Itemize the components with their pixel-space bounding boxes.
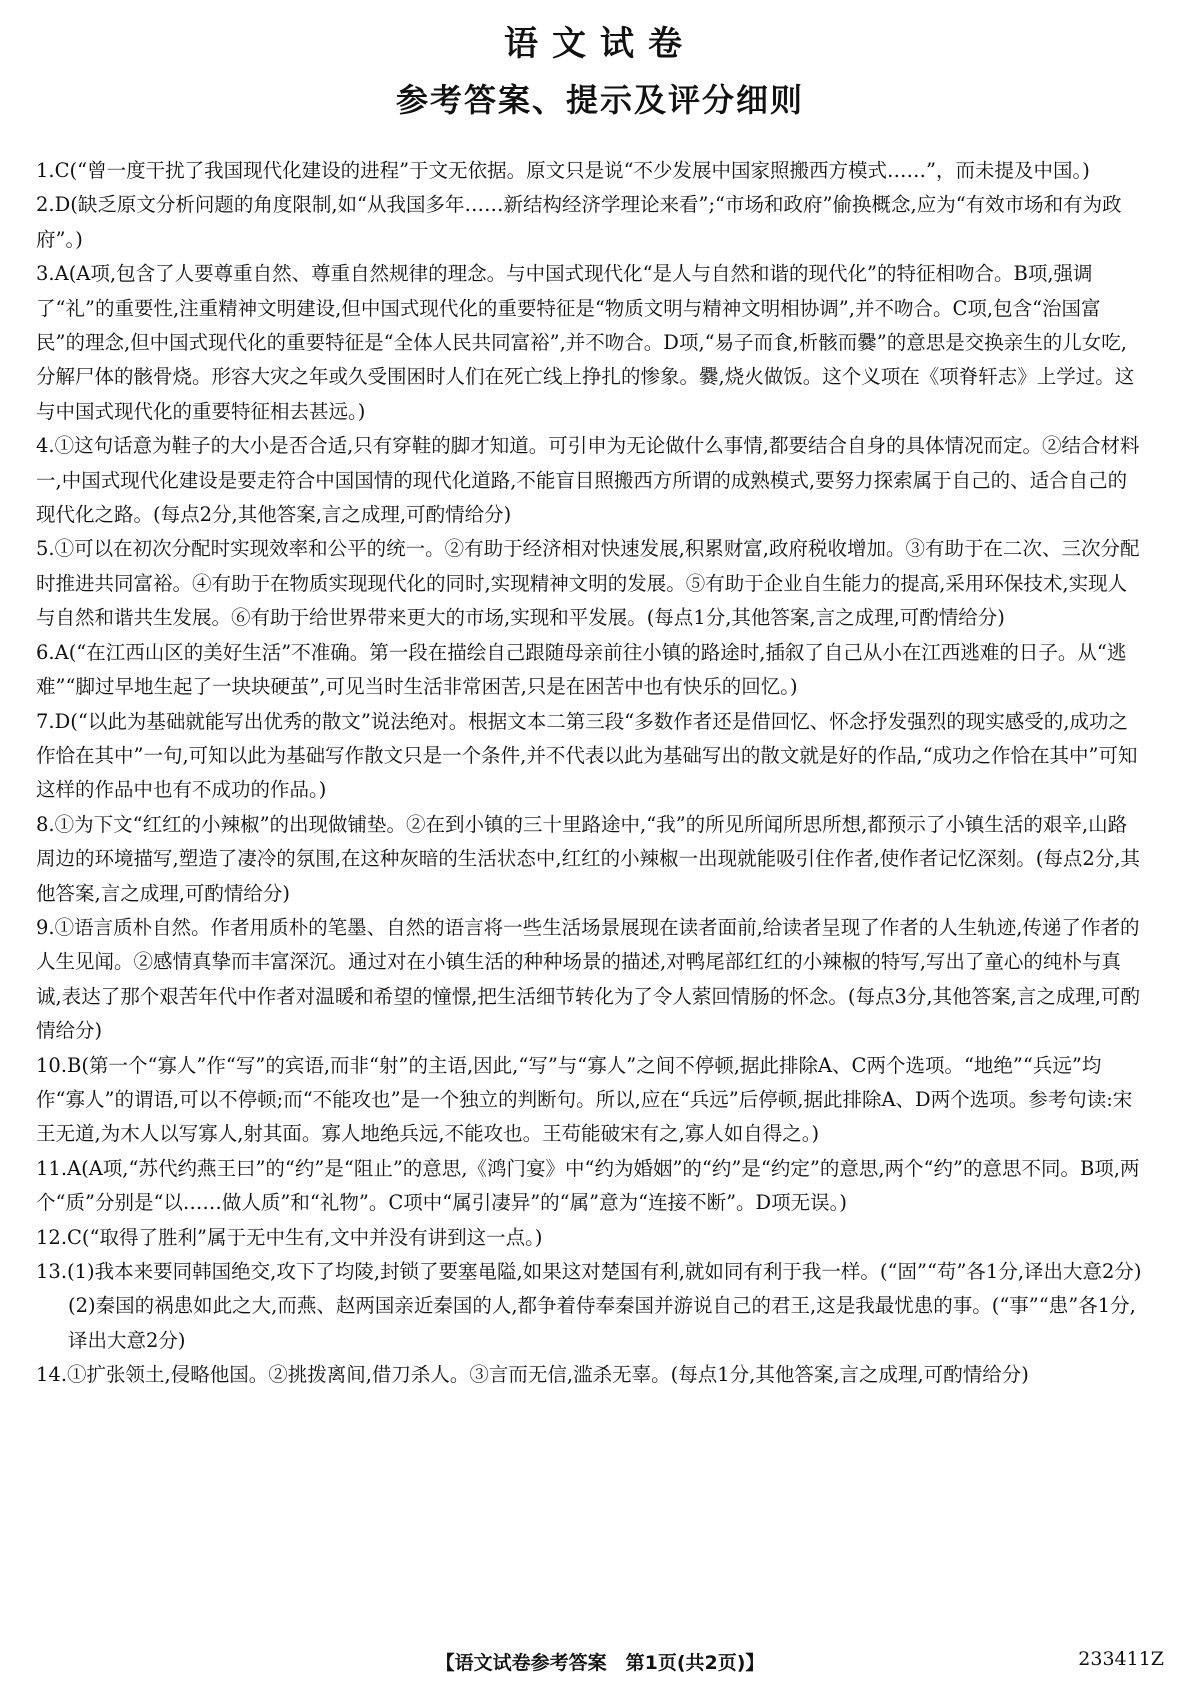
answer-item-13 <box>36 1255 1142 1289</box>
answer-item-9 <box>36 911 1142 1049</box>
answer-text: ①可以在初次分配时实现效率和公平的统一。②有助于经济相对快速发展,积累财富,政府税收增加。③有助于在二次、三次分配时推进共同富裕。④有助于在物质实现现代化的同时,实现精神文明的发展。⑤有助于企业自生能力的提高,采用环保技术,实现人与自然和谐共生发展。⑥有助于给世界带来更大的市场,实现和平发展。(每点1分,其他答案,言之成理,可酌情给分) <box>36 537 1140 630</box>
answer-text: B(第一个“寡人”作“写”的宾语,而非“射”的主语,因此,“写”与“寡人”之间不停顿,据此排除A、C两个选项。“地绝”“兵远”均作“寡人”的谓语,可以不停顿;而“不能攻也”是一个独立的判断句。所以,应在“兵远”后停顿,据此排除A、D两个选项。参考句读:宋王无道,为木人以写寡人,射其面。寡人地绝兵远,不能攻也。王苟能破宋有之,寡人如自得之。) <box>36 1053 1133 1146</box>
answer-text: C(“取得了胜利”属于无中生有,文中并没有讲到这一点。) <box>67 1225 543 1249</box>
answer-text: (2)秦国的祸患如此之大,而燕、赵两国亲近秦国的人,都争着侍奉秦国并游说自己的君王,这是我最忧患的事。(“事”“患”各1分,译出大意2分) <box>68 1294 1136 1352</box>
answer-item-11 <box>36 1152 1142 1221</box>
answer-item-12 <box>36 1221 1142 1255</box>
answer-text: C(“曾一度干扰了我国现代化建设的进程”于文无依据。原文只是说“不少发展中国家照搬西方模式……”，而未提及中国。) <box>54 159 1090 182</box>
answer-text: ①这句话意为鞋子的大小是否合适,只有穿鞋的脚才知道。可引申为无论做什么事情,都要结合自身的具体情况而定。②结合材料一,中国式现代化建设是要走符合中国国情的现代化道路,不能盲目照搬西方所谓的成熟模式,要努力探索属于自己的、适合自己的现代化之路。(每点2分,其他答案,言之成理,可酌情给分) <box>36 434 1140 527</box>
answer-item-10 <box>36 1049 1142 1152</box>
answer-number: 3. <box>36 262 55 286</box>
answer-item-4 <box>36 429 1142 532</box>
answer-number: 1. <box>36 159 55 182</box>
answer-list <box>36 154 1142 1393</box>
answer-text: A(A项,包含了人要尊重自然、尊重自然规律的理念。与中国式现代化“是人与自然和谐的现代化”的特征相吻合。B项,强调了“礼”的重要性,注重精神文明建设,但中国式现代化的重要特征是“物质文明与精神文明相协调”,并不吻合。C项,包含“治国富民”的理念,但中国式现代化的重要特征是“全体人民共同富裕”,并不吻合。D项,“易子而食,析骸而爨”的意思是交换亲生的儿女吃,分解尸体的骸骨烧。形容大灾之年或久受围困时人们在死亡线上挣扎的惨象。爨,烧火做饭。这个义项在《项脊轩志》上学过。这与中国式现代化的重要特征相去甚远。) <box>36 262 1135 423</box>
answer-number: 13. <box>36 1260 68 1283</box>
answer-text: A(A项,“苏代约燕王曰”的“约”是“阻止”的意思,《鸿门宴》中“约为婚姻”的“约”是“约定”的意思,两个“约”的意思不同。B项,两个“质”分别是“以……做人质”和“礼物”。C项中“属引凄异”的“属”意为“连接不断”。D项无误。) <box>36 1156 1140 1215</box>
answer-item-5 <box>36 532 1142 635</box>
answer-text: D(缺乏原文分析问题的角度限制,如“从我国多年……新结构经济学理论来看”;“市场和政府”偷换概念,应为“有效市场和有为政府”。) <box>36 193 1122 251</box>
answer-item-13-part-2 <box>36 1289 1142 1358</box>
answer-text: ①语言质朴自然。作者用质朴的笔墨、自然的语言将一些生活场景展现在读者面前,给读者呈现了作者的人生轨迹,传递了作者的人生见闻。②感情真挚而丰富深沉。通过对在小镇生活的种种场景的描述,对鸭尾部红红的小辣椒的特写,写出了童心的纯朴与真诚,表达了那个艰苦年代中作者对温暖和希望的憧憬,把生活细节转化为了令人萦回情肠的怀念。(每点3分,其他答案,言之成理,可酌情给分) <box>36 915 1141 1043</box>
answer-text: D(“以此为基础就能写出优秀的散文”说法绝对。根据文本二第三段“多数作者还是借回忆、怀念抒发强烈的现实感受的,成功之作恰在其中”一句,可知以此为基础写作散文只是一个条件,并不代表以此为基础写出的散文就是好的作品,“成功之作恰在其中”可知这样的作品中也有不成功的作品。) <box>36 709 1138 802</box>
answer-number: 8. <box>36 812 55 836</box>
answer-number: 9. <box>36 915 55 939</box>
answer-text: ①扩张领土,侵略他国。②挑拨离间,借刀杀人。③言而无信,滥杀无辜。(每点1分,其他答案,言之成理,可酌情给分) <box>67 1363 1029 1387</box>
answer-text: ①为下文“红红的小辣椒”的出现做铺垫。②在到小镇的三十里路途中,“我”的所见所闻所思所想,都预示了小镇生活的艰辛,山路周边的环境描写,塑造了凄冷的氛围,在这种灰暗的生活状态中,红红的小辣椒一出现就能吸引住作者,使作者记忆深刻。(每点2分,其他答案,言之成理,可酌情给分) <box>36 812 1141 905</box>
answer-text: A(“在江西山区的美好生活”不准确。第一段在描绘自己跟随母亲前往小镇的路途时,插叙了自己从小在江西逃难的日子。从“逃难”“脚过早地生起了一块块硬茧”,可见当时生活非常困苦,只是在困苦中也有快乐的回忆。) <box>36 640 1127 699</box>
answer-item-7 <box>36 705 1142 808</box>
answer-number: 11. <box>36 1156 68 1180</box>
answer-number: 14. <box>36 1363 68 1387</box>
page-title: 语文试卷 <box>504 24 696 64</box>
answer-number: 7. <box>36 709 55 733</box>
answer-number: 2. <box>36 193 55 217</box>
answer-number: 4. <box>36 434 55 458</box>
answer-number: 6. <box>36 640 55 664</box>
answer-text: (1)我本来要同韩国绝交,攻下了均陵,封锁了要塞黾隘,如果这对楚国有利,就如同有利于我一样。(“固”“苟”各1分,译出大意2分) <box>67 1260 1142 1283</box>
answer-item-3 <box>36 257 1142 429</box>
answer-item-14 <box>36 1358 1142 1392</box>
answer-number: 10. <box>36 1053 68 1077</box>
answer-item-1 <box>36 154 1142 188</box>
answer-item-8 <box>36 808 1142 911</box>
answer-item-6 <box>36 636 1142 705</box>
answer-number: 5. <box>36 537 55 561</box>
page-subtitle: 参考答案、提示及评分细则 <box>395 81 804 119</box>
answer-item-2 <box>36 188 1142 257</box>
footer-code: 233411Z <box>1078 1648 1164 1670</box>
footer-page-info: 【语文试卷参考答案 第1页(共2页)】 <box>435 1652 765 1674</box>
answer-number: 12. <box>36 1225 68 1249</box>
